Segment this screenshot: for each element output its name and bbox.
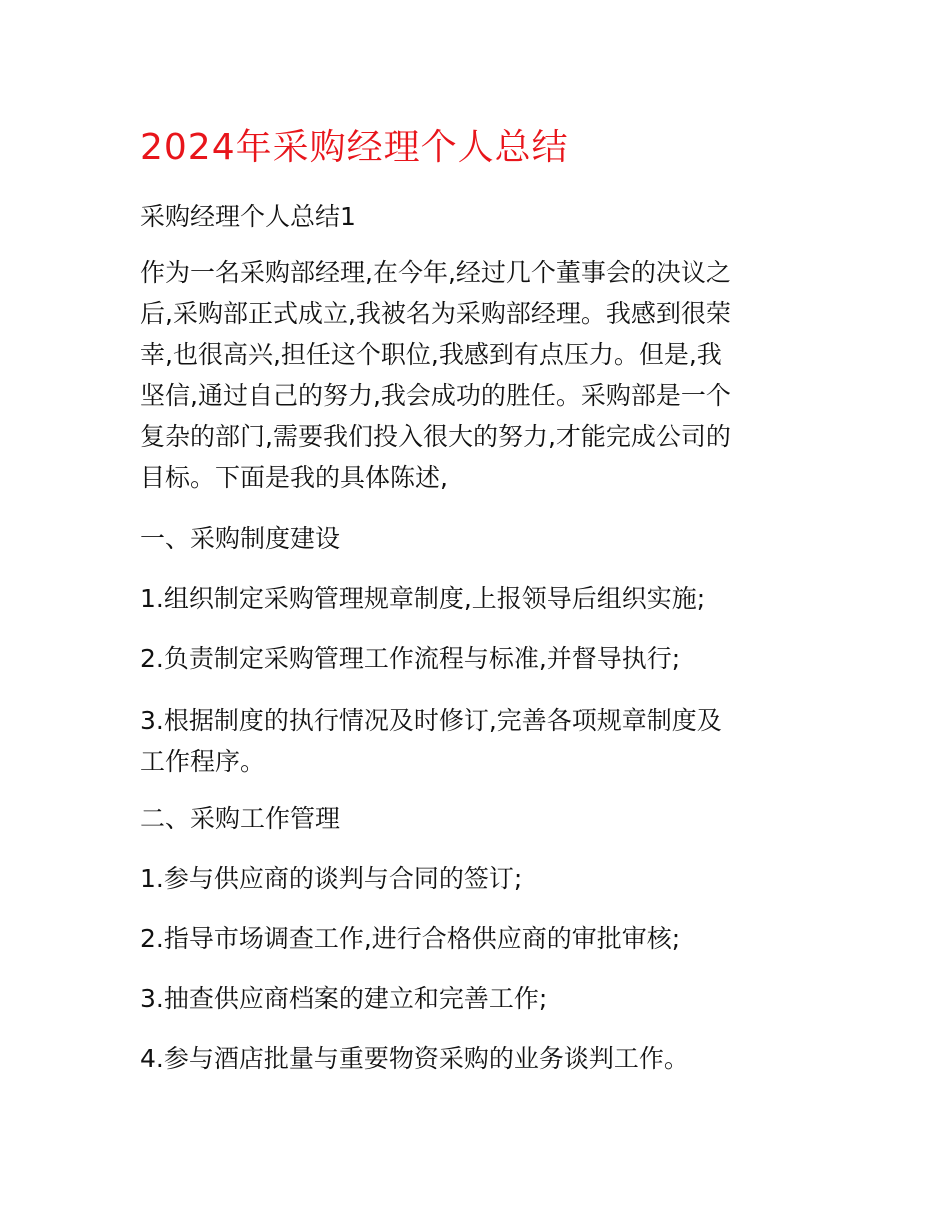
section-heading-1: 一、采购制度建设 [140, 524, 341, 553]
list-item: 2.负责制定采购管理工作流程与标准,并督导执行; [140, 644, 681, 673]
list-item: 4.参与酒店批量与重要物资采购的业务谈判工作。 [140, 1044, 689, 1073]
list-item: 1.组织制定采购管理规章制度,上报领导后组织实施; [140, 584, 706, 613]
list-item: 1.参与供应商的谈判与合同的签订; [140, 864, 523, 893]
list-item-line: 工作程序。 [140, 747, 266, 776]
list-item-line: 3.根据制度的执行情况及时修订,完善各项规章制度及 [140, 706, 722, 735]
intro-line: 幸,也很高兴,担任这个职位,我感到有点压力。但是,我 [140, 340, 722, 369]
intro-line: 复杂的部门,需要我们投入很大的努力,才能完成公司的 [140, 422, 731, 451]
list-item [140, 700, 815, 782]
section-heading-2: 二、采购工作管理 [140, 804, 341, 833]
list-item: 2.指导市场调查工作,进行合格供应商的审批审核; [140, 924, 681, 953]
intro-line: 后,采购部正式成立,我被名为采购部经理。我感到很荣 [140, 299, 731, 328]
intro-line: 目标。下面是我的具体陈述, [140, 463, 448, 492]
document-subtitle: 采购经理个人总结1 [140, 202, 356, 231]
intro-line: 作为一名采购部经理,在今年,经过几个董事会的决议之 [140, 258, 731, 287]
intro-paragraph [140, 252, 815, 498]
list-item: 3.抽查供应商档案的建立和完善工作; [140, 984, 548, 1013]
intro-line: 坚信,通过自己的努力,我会成功的胜任。采购部是一个 [140, 381, 731, 410]
document-title: 2024年采购经理个人总结 [140, 127, 569, 168]
